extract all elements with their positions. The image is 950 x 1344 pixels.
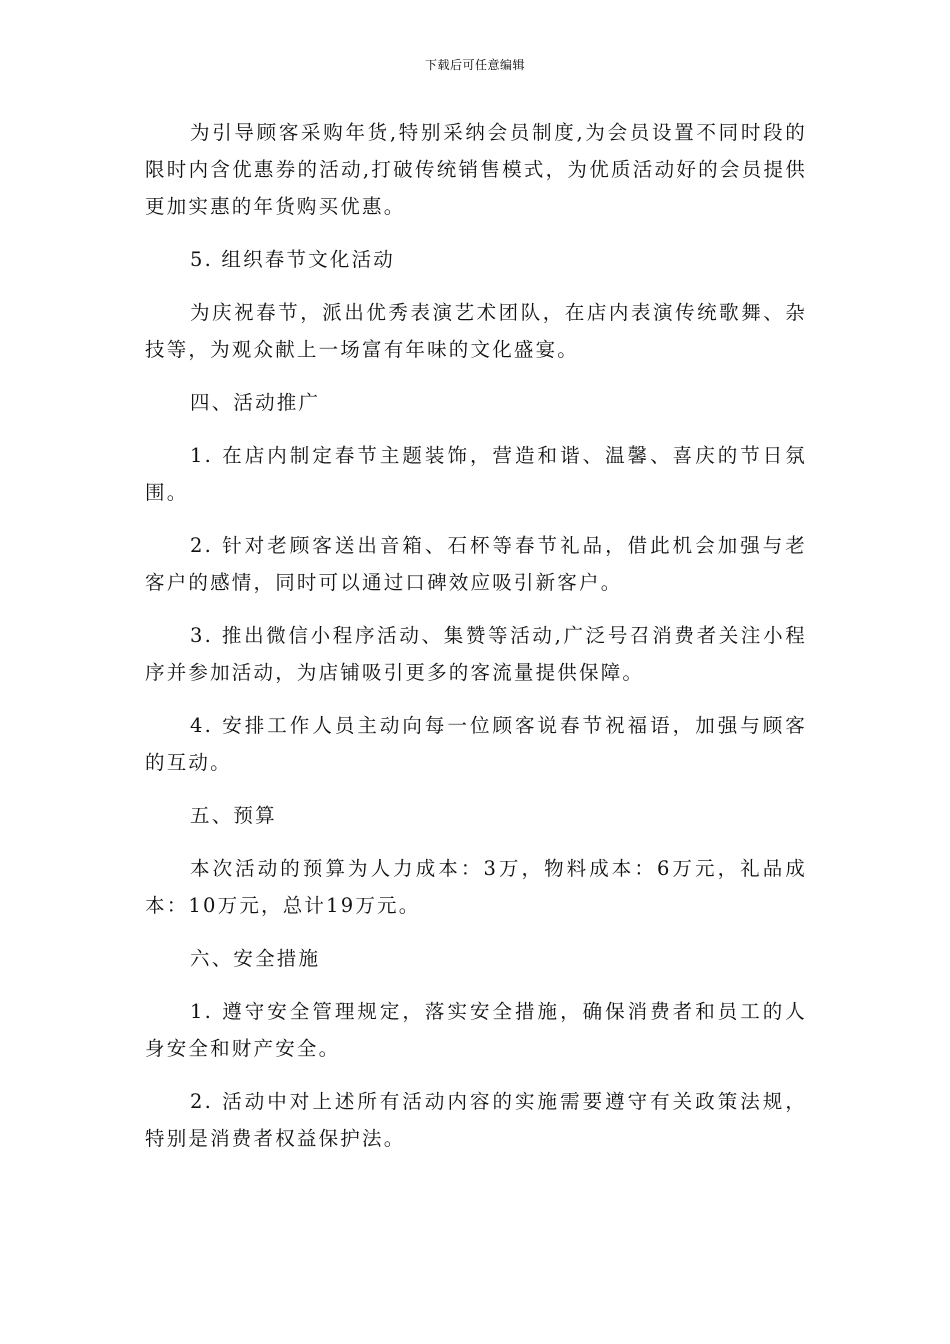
promotion-item-gifts: 2. 针对老顾客送出音箱、石杯等春节礼品，借此机会加强与老客户的感情，同时可以通过口碑效应吸引新客户。: [145, 534, 807, 594]
promotion-item-decoration: 1. 在店内制定春节主题装饰，营造和谐、温馨、喜庆的节日氛围。: [145, 444, 807, 504]
section-heading-promotion: 四、活动推广: [190, 391, 321, 414]
page-header: 下载后可任意编辑: [424, 58, 525, 72]
safety-item-regulations: 1. 遵守安全管理规定，落实安全措施，确保消费者和员工的人身安全和财产安全。: [145, 1000, 807, 1060]
section-heading-safety: 六、安全措施: [190, 947, 321, 970]
section-heading-budget: 五、预算: [190, 804, 277, 827]
promotion-item-wechat: 3. 推出微信小程序活动、集赞等活动,广泛号召消费者关注小程序并参加活动，为店铺吸引更多的客流量提供保障。: [145, 624, 807, 684]
paragraph-member-coupons: 为引导顾客采购年货,特别采纳会员制度,为会员设置不同时段的限时内含优惠券的活动,打破传统销售模式，为优质活动好的会员提供更加实惠的年货购买优惠。: [145, 121, 807, 218]
paragraph-budget: 本次活动的预算为人力成本：3万，物料成本：6万元，礼品成本：10万元，总计19万元。: [145, 857, 807, 917]
safety-item-compliance: 2. 活动中对上述所有活动内容的实施需要遵守有关政策法规，特别是消费者权益保护法。: [145, 1090, 807, 1150]
document-body: [145, 114, 807, 1173]
promotion-item-greetings: 4. 安排工作人员主动向每一位顾客说春节祝福语，加强与顾客的互动。: [145, 714, 807, 774]
item-culture-activities: 5. 组织春节文化活动: [190, 248, 396, 271]
paragraph-performance: 为庆祝春节，派出优秀表演艺术团队，在店内表演传统歌舞、杂技等，为观众献上一场富有年味的文化盛宴。: [145, 301, 807, 361]
